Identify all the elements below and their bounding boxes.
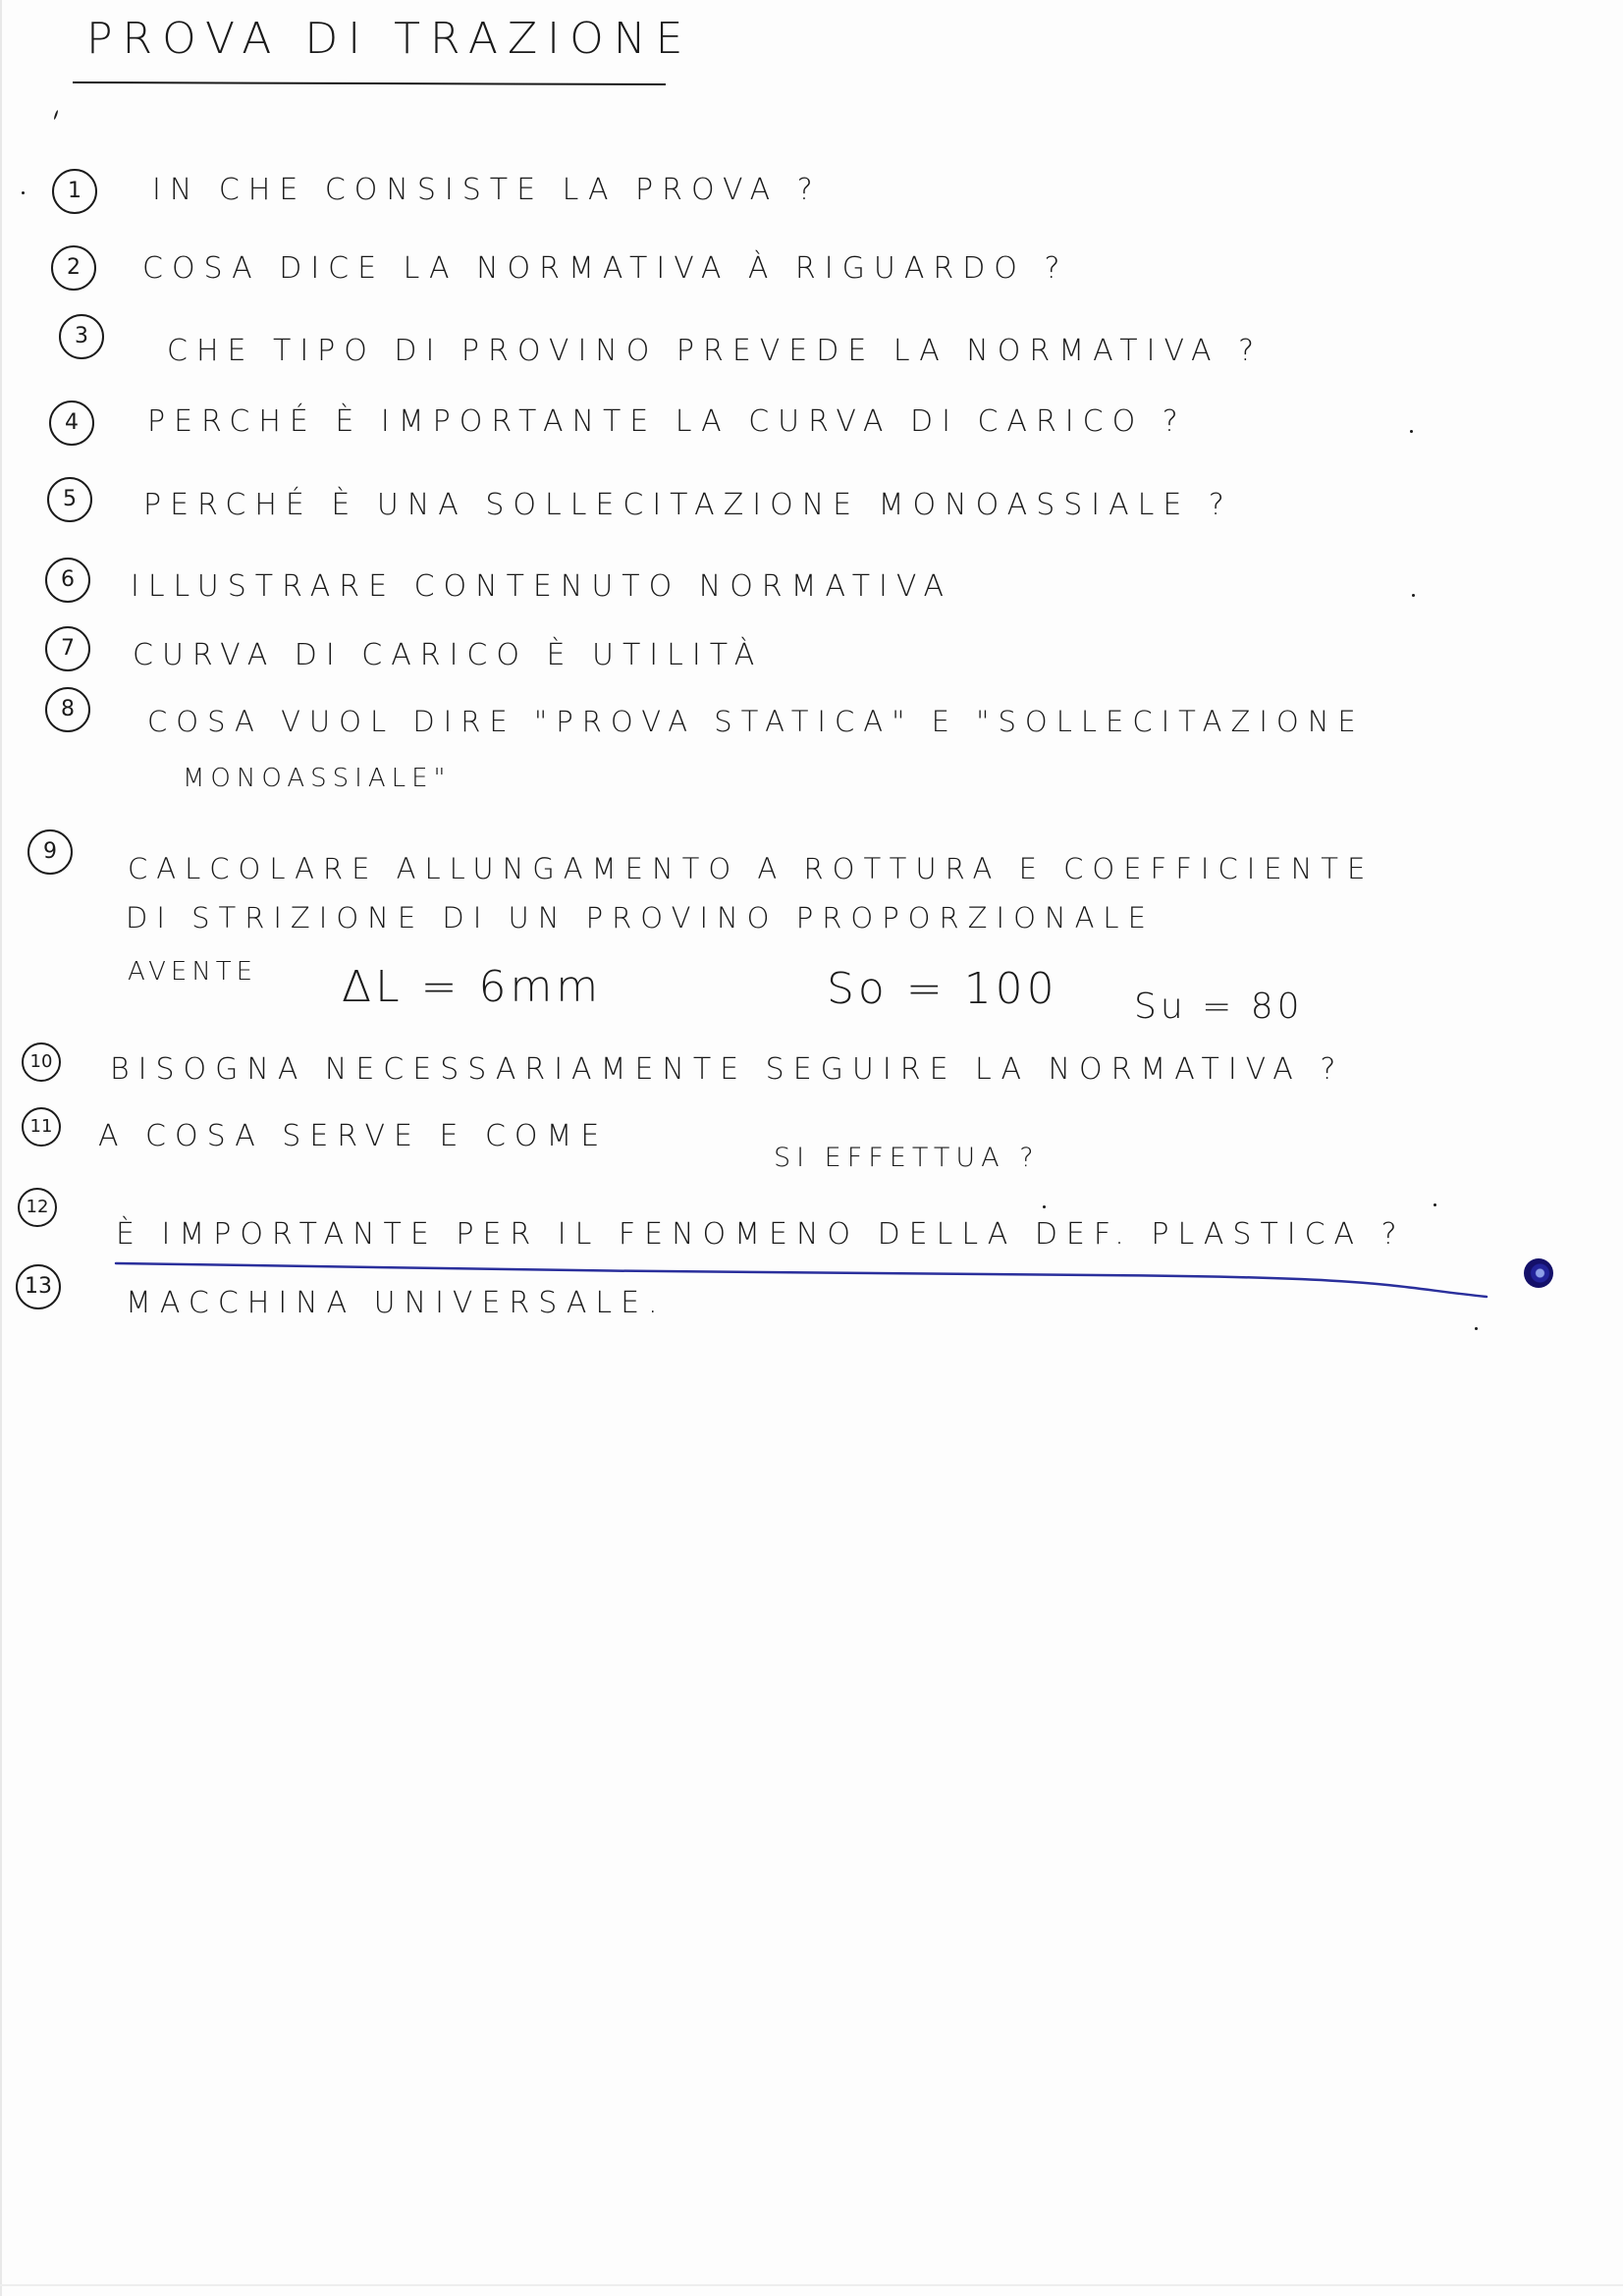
- title-underline: [73, 81, 666, 85]
- question-number: 9: [27, 829, 73, 875]
- question-number: 7: [45, 626, 90, 671]
- page-title: PROVA DI TRAZIONE: [86, 14, 693, 64]
- question-text: COSA DICE LA NORMATIVA À RIGUARDO ?: [142, 251, 1069, 286]
- question-text-line-2: DI STRIZIONE DI UN PROVINO PROPORZIONALE: [126, 901, 1155, 934]
- question-number: 4: [49, 400, 94, 446]
- scan-left-edge: [0, 0, 2, 2296]
- question-text-line-2: MONOASSIALE": [183, 764, 452, 793]
- question-number: 11: [22, 1107, 61, 1147]
- question-number: 12: [18, 1188, 57, 1227]
- question-number: 10: [22, 1042, 61, 1082]
- question-number: 3: [59, 314, 104, 359]
- ink-stroke: [53, 110, 58, 120]
- question-text: PERCHÉ È UNA SOLLECITAZIONE MONOASSIALE ?: [143, 488, 1233, 522]
- question-text: MACCHINA UNIVERSALE.: [126, 1286, 667, 1320]
- question-text-continued: SI EFFETTUA ?: [774, 1143, 1040, 1173]
- question-number: 8: [45, 687, 90, 732]
- question-text: CURVA DI CARICO È UTILITÀ: [133, 638, 764, 672]
- question-text-line-1: CALCOLARE ALLUNGAMENTO A ROTTURA E COEFFICIENTE: [128, 852, 1375, 885]
- blue-ink-blot: [1524, 1258, 1553, 1288]
- question-number: 5: [47, 477, 92, 522]
- question-number: 2: [51, 245, 96, 291]
- ink-speck: [1475, 1327, 1478, 1330]
- ink-speck: [1043, 1205, 1046, 1208]
- ink-speck: [1412, 594, 1415, 597]
- question-number: 13: [16, 1264, 61, 1309]
- question-text-line-1: COSA VUOL DIRE "PROVA STATICA" E "SOLLECITAZIONE: [147, 705, 1365, 738]
- question-number: 6: [45, 558, 90, 603]
- question-number: 1: [52, 169, 97, 214]
- ink-speck: [22, 191, 25, 194]
- formula-so: So = 100: [827, 964, 1058, 1014]
- formula-su: Su = 80: [1134, 987, 1304, 1027]
- question-text: ILLUSTRARE CONTENUTO NORMATIVA: [131, 569, 953, 604]
- formula-delta-l: ΔL = 6mm: [342, 962, 603, 1012]
- question-text: CHE TIPO DI PROVINO PREVEDE LA NORMATIVA ?: [167, 334, 1264, 368]
- ink-speck: [1434, 1203, 1436, 1206]
- question-text: È IMPORTANTE PER IL FENOMENO DELLA DEF. PLASTICA ?: [116, 1217, 1406, 1252]
- scan-bottom-edge: [0, 2284, 1623, 2286]
- question-text: PERCHÉ È IMPORTANTE LA CURVA DI CARICO ?: [147, 404, 1187, 439]
- question-text: BISOGNA NECESSARIAMENTE SEGUIRE LA NORMATIVA ?: [110, 1052, 1345, 1087]
- ink-speck: [1410, 430, 1413, 433]
- question-text-line-3: AVENTE: [128, 957, 258, 987]
- question-text: A COSA SERVE E COME: [98, 1119, 609, 1153]
- question-text: IN CHE CONSISTE LA PROVA ?: [152, 173, 822, 207]
